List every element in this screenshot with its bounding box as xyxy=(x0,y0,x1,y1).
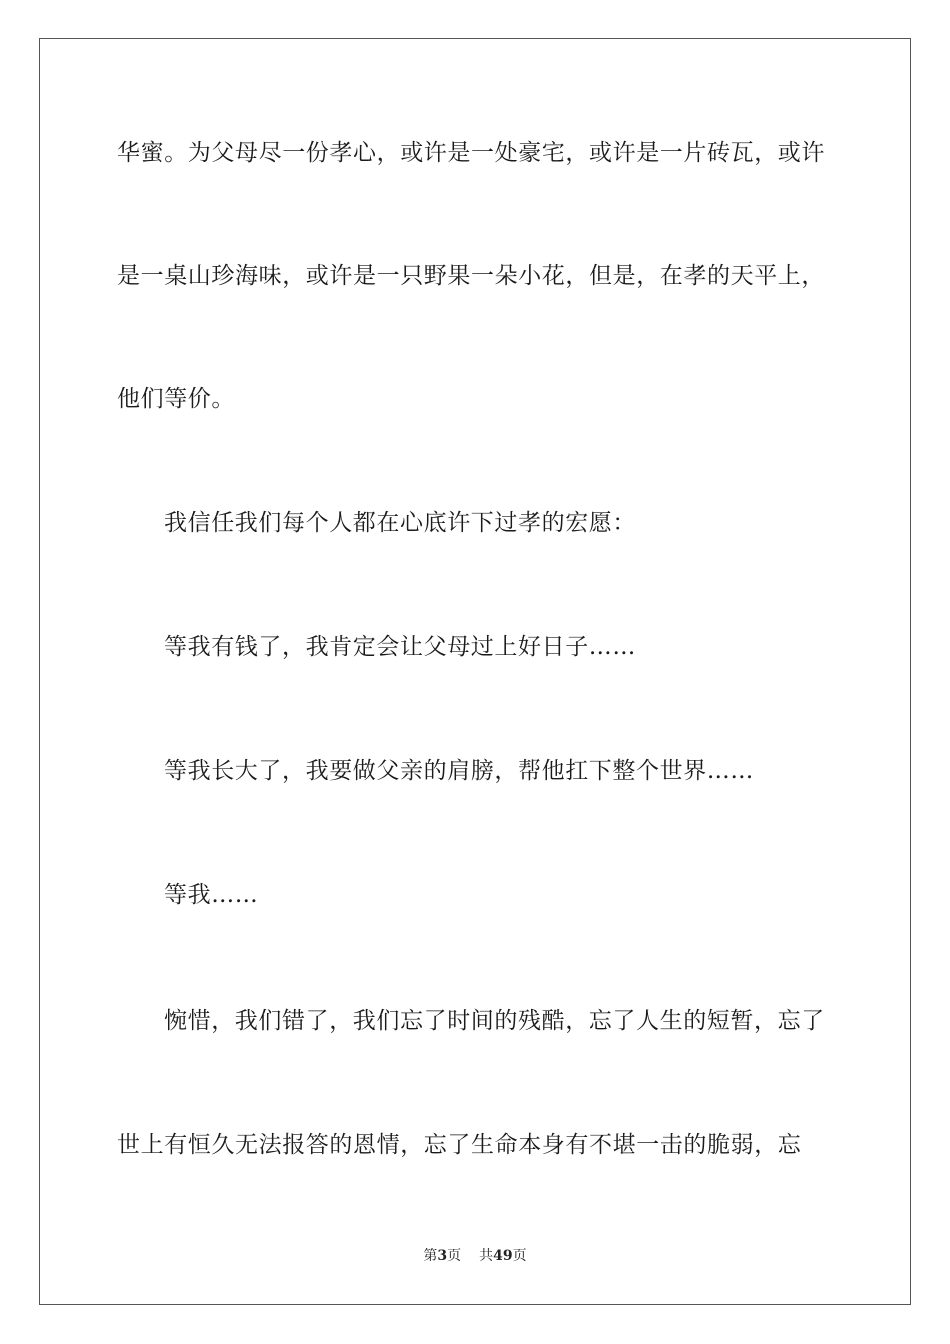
body-text-line: 华蜜。为父母尽一份孝心，或许是一处豪宅，或许是一片砖瓦，或许 xyxy=(117,140,825,166)
page-suffix: 页 xyxy=(447,1248,462,1264)
page-prefix: 第 xyxy=(423,1248,438,1264)
page-footer xyxy=(0,1247,950,1265)
body-text-line: 是一桌山珍海味，或许是一只野果一朵小花，但是，在孝的天平上， xyxy=(117,263,825,289)
page-number: 3 xyxy=(437,1248,448,1264)
paragraph-first-line: 我信任我们每个人都在心底许下过孝的宏愿： xyxy=(164,510,636,536)
total-pages: 49 xyxy=(493,1248,513,1264)
total-suffix: 页 xyxy=(512,1248,527,1264)
paragraph-first-line: 惋惜，我们错了，我们忘了时间的残酷，忘了人生的短暂，忘了 xyxy=(164,1008,825,1034)
paragraph-first-line: 等我…… xyxy=(164,882,259,908)
paragraph-first-line: 等我长大了，我要做父亲的肩膀，帮他扛下整个世界…… xyxy=(164,758,754,784)
body-text-line: 世上有恒久无法报答的恩情，忘了生命本身有不堪一击的脆弱，忘 xyxy=(117,1132,802,1158)
body-text-line: 他们等价。 xyxy=(117,386,235,412)
total-prefix: 共 xyxy=(479,1248,494,1264)
paragraph-first-line: 等我有钱了，我肯定会让父母过上好日子…… xyxy=(164,634,636,660)
page-border xyxy=(39,38,911,1305)
